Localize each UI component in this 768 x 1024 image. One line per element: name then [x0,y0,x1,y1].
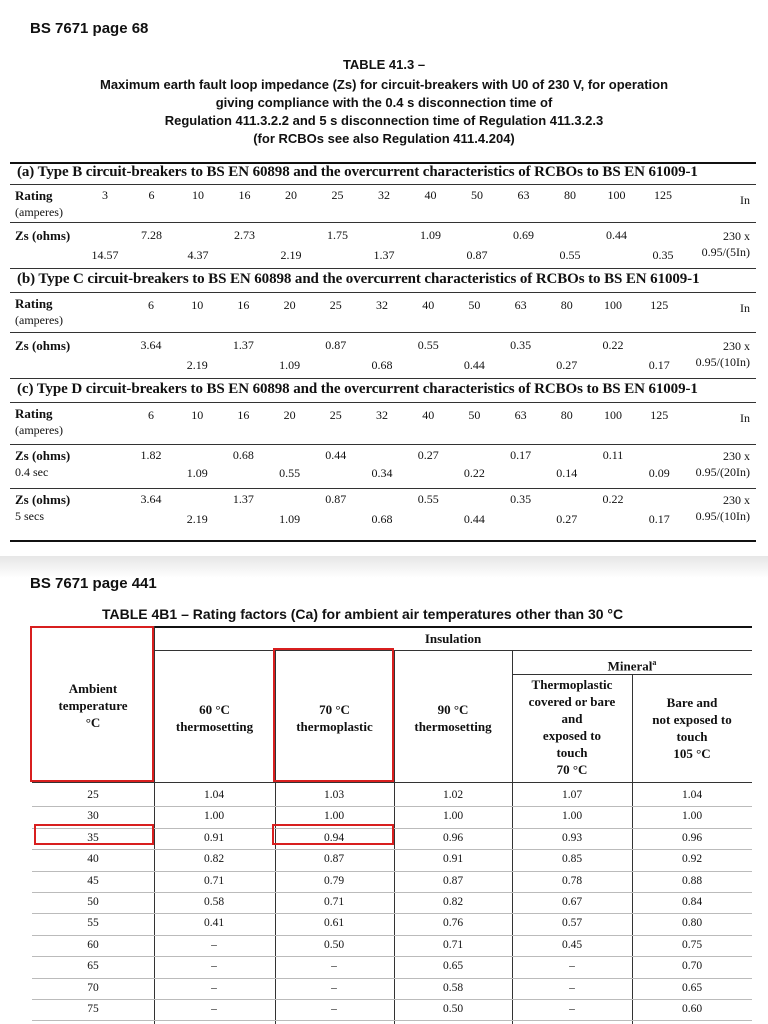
temperature-cell: 60 [87,938,99,951]
rating-cell: 32 [378,188,390,202]
rating-factor-cell: 0.65 [681,981,703,994]
rating-cell: 63 [517,188,530,202]
zs-cell: 4.37 [187,248,209,262]
rating-factor-cell: 0.88 [681,874,703,887]
rating-factor-cell: 1.04 [203,789,225,801]
zs-cell: 0.55 [559,248,581,262]
rating-cell: 10 [192,188,204,202]
rating-factor-cell: 1.00 [561,810,583,823]
rating-cell: 50 [471,188,483,202]
mineral-header: Mineral$^a$ [607,658,657,674]
zs-cell: 1.75 [327,228,348,242]
rating-cell: 3 [102,188,108,202]
table-41-3-caption-line-1: Maximum earth fault loop impedance (Zs) for circuit-breakers with U0 of 230 V, for operation [99,77,669,92]
header-mineral-thermoplastic-covered: Thermoplastic covered or bare and exposed to touch 70 °C [528,677,616,777]
rating-factor-cell: – [211,1003,217,1015]
rating-cell: 63 [514,298,527,312]
section-b-title: (b) Type C circuit-breakers to BS EN 60898 and the overcurrent characteristics of RCBOs to BS EN 61009-1 [17,271,700,287]
rating-factor-cell: – [211,981,217,994]
page-label-68: BS 7671 page 68 [30,20,149,37]
rating-factor-cell: 0.79 [323,874,345,887]
zs-cell: 3.64 [140,492,162,506]
rating-cell: 25 [331,188,344,202]
zs-cell: 0.34 [371,466,393,480]
table-4b1 [32,626,752,1024]
table-41-3 [10,162,756,542]
section-a-title: (a) Type B circuit-breakers to BS EN 60898 and the overcurrent characteristics of RCBOs to BS EN 61009-1 [17,164,698,180]
rating-factor-cell: 1.07 [561,789,583,801]
table-41-3-caption-line-3: Regulation 411.3.2.2 and 5 s disconnection time of Regulation 411.3.2.3 [164,113,604,128]
rating-cell: 25 [329,298,342,312]
rating-cell: 6 [148,408,154,422]
table-41-3-caption-line-4: (for RCBOs see also Regulation 411.4.204) [253,131,515,146]
zs-cell: 0.55 [417,492,439,506]
zs-cell: 2.73 [234,228,255,242]
section-c-rating-in: In [740,411,750,425]
zs-cell: 1.09 [279,512,301,526]
section-b-rating-in: In [740,301,750,315]
zs-cell: 0.17 [648,512,670,526]
zs-cell: 0.44 [325,448,347,462]
rating-factor-cell: – [331,981,337,994]
zs-cell: 0.11 [602,448,624,462]
zs-cell: 0.35 [510,492,532,506]
zs-cell: 0.87 [325,492,347,506]
rating-factor-cell: 0.67 [561,896,583,908]
rating-cell: 125 [654,188,672,202]
highlight-35c-row [34,824,154,845]
zs-cell: 1.09 [279,358,301,372]
rating-factor-cell: – [331,960,337,973]
zs-cell: 7.28 [141,228,162,242]
section-b-zs-label: Zs (ohms) [15,338,71,353]
highlight-ambient-header [30,626,154,782]
rating-cell: 6 [148,188,155,202]
zs-cell: 1.37 [232,338,254,352]
zs-cell: 0.22 [463,466,485,480]
rating-cell: 40 [422,408,435,422]
rating-factor-cell: 0.84 [681,896,703,908]
zs-cell: 0.55 [417,338,439,352]
rating-cell: 40 [422,298,435,312]
rating-factor-cell: 1.00 [442,810,464,823]
rating-cell: 20 [283,298,296,312]
zs-cell: 1.37 [232,492,254,506]
rating-factor-cell: – [211,960,217,973]
zs-cell: 2.19 [186,358,208,372]
rating-factor-cell: 0.87 [323,853,345,866]
zs-cell: 1.37 [373,248,395,262]
rating-cell: 50 [468,408,481,422]
zs-cell: 2.19 [280,248,302,262]
zs-cell: 0.17 [510,448,532,462]
section-a-zs-label: Zs (ohms) [15,228,71,243]
rating-factor-cell: 0.94 [323,831,345,844]
temperature-cell: 70 [87,981,99,994]
section-b-zs-formula: 230 x 0.95/(10In) [695,339,750,369]
temperature-cell: 25 [87,789,99,801]
temperature-cell: 65 [87,960,99,973]
rating-factor-cell: 1.03 [323,789,345,801]
rating-factor-cell: 1.00 [203,810,225,823]
zs-cell: 0.27 [556,512,578,526]
zs-cell: 2.19 [186,512,208,526]
rating-factor-cell: 0.85 [561,853,583,866]
temperature-cell: 55 [87,917,99,930]
rating-cell: 25 [329,408,342,422]
zs-cell: 0.22 [602,338,624,352]
zs-cell: 0.14 [556,466,578,480]
temperature-cell: 40 [87,853,99,866]
section-a-zs-formula: 230 x 0.95/(5In) [701,229,750,259]
zs-cell: 0.55 [279,466,301,480]
rating-factor-cell: 0.70 [681,960,703,973]
rating-cell: 10 [191,408,204,422]
rating-factor-cell: 0.78 [561,874,583,887]
table-41-3-caption-line-2: giving compliance with the 0.4 s disconnection time of [215,95,553,110]
rating-cell: 125 [650,298,669,312]
section-c-zs-5-label: Zs (ohms) 5 secs [15,492,71,523]
rating-factor-cell: 0.76 [442,917,464,930]
section-b-rating-label: Rating (amperes) [15,296,63,327]
rating-cell: 6 [148,298,154,312]
rating-cell: 50 [468,298,481,312]
temperature-cell: 35 [87,831,99,844]
zs-cell: 0.09 [648,466,670,480]
rating-factor-cell: 0.41 [203,917,225,930]
zs-cell: 14.57 [91,248,119,262]
rating-factor-cell: 0.50 [442,1003,464,1015]
rating-factor-cell: 0.61 [323,917,345,930]
zs-cell: 0.87 [325,338,347,352]
rating-factor-cell: 0.65 [442,960,464,973]
rating-factor-cell: 0.91 [442,853,464,866]
rating-factor-cell: – [211,938,217,951]
rating-factor-cell: 0.50 [323,938,345,951]
rating-factor-cell: 0.58 [203,896,225,908]
zs-cell: 1.09 [186,466,208,480]
highlight-70c-35c-value [272,824,394,845]
section-a-rating-label: Rating (amperes) [15,188,63,219]
section-c-zs-5-formula: 230 x 0.95/(10In) [695,493,750,523]
rating-factor-cell: 0.60 [681,1003,703,1015]
zs-cell: 0.44 [463,512,485,526]
temperature-cell: 50 [87,896,99,908]
header-60c-thermosetting: 60 °C thermosetting [175,702,254,734]
rating-cell: 32 [376,408,388,422]
zs-cell: 3.64 [140,338,162,352]
zs-cell: 0.44 [606,228,627,242]
rating-factor-cell: – [569,981,575,994]
rating-factor-cell: 0.96 [442,831,464,844]
rating-factor-cell: 0.57 [561,917,583,930]
header-ambient-temperature: Ambient temperature °C [58,681,128,730]
rating-cell: 100 [607,188,626,202]
header-90c-thermosetting: 90 °C thermosetting [414,702,492,734]
page-label-441: BS 7671 page 441 [30,575,157,592]
rating-factor-cell: 0.82 [203,853,225,866]
rating-factor-cell: 0.71 [442,938,464,951]
rating-factor-cell: 0.82 [442,896,464,908]
rating-factor-cell: 0.75 [681,938,703,951]
table-4b1-title: TABLE 4B1 – Rating factors (Ca) for ambient air temperatures other than 30 °C [102,606,624,622]
rating-factor-cell: 0.71 [323,896,345,908]
zs-cell: 0.87 [466,248,488,262]
rating-cell: 100 [604,298,622,312]
zs-cell: 0.35 [510,338,532,352]
zs-cell: 0.68 [371,358,393,372]
rating-factor-cell: 1.04 [681,789,703,801]
rating-cell: 16 [237,298,250,312]
zs-cell: 0.35 [652,248,674,262]
section-c-zs-04-label: Zs (ohms) 0.4 sec [15,448,71,479]
zs-cell: 1.09 [420,228,441,242]
temperature-cell: 30 [87,810,99,823]
zs-cell: 0.69 [513,228,534,242]
header-70c-thermoplastic: 70 °C thermoplastic [296,702,373,734]
highlight-70c-header [273,648,394,782]
rating-factor-cell: 0.92 [681,853,703,866]
section-a-rating-in: In [740,193,750,207]
rating-factor-cell: – [331,1003,337,1015]
rating-cell: 40 [424,188,437,202]
zs-cell: 1.82 [140,448,162,462]
zs-cell: 0.22 [602,492,624,506]
rating-cell: 80 [564,188,576,202]
rating-factor-cell: 0.45 [561,938,583,951]
rating-factor-cell: 1.02 [442,789,464,801]
header-mineral-bare: Bare and not exposed to touch 105 °C [652,695,732,761]
rating-cell: 16 [238,188,251,202]
rating-factor-cell: 0.80 [681,917,703,930]
section-c-rating-label: Rating (amperes) [15,406,63,437]
section-c-zs-04-formula: 230 x 0.95/(20In) [695,449,750,479]
rating-cell: 100 [604,408,622,422]
zs-cell: 0.27 [417,448,439,462]
rating-factor-cell: 0.96 [681,831,703,844]
zs-cell: 0.68 [232,448,254,462]
temperature-cell: 45 [87,874,99,887]
rating-factor-cell: 1.00 [323,810,345,823]
zs-cell: 0.17 [648,358,670,372]
zs-cell: 0.27 [556,358,578,372]
rating-factor-cell: 0.93 [561,831,583,844]
section-c-title: (c) Type D circuit-breakers to BS EN 60898 and the overcurrent characteristics of RCBOs to BS EN 61009-1 [17,381,698,397]
rating-factor-cell: – [569,1003,575,1015]
rating-cell: 63 [514,408,527,422]
rating-factor-cell: 0.91 [203,831,225,844]
rating-cell: 10 [191,298,204,312]
rating-cell: 20 [285,188,297,202]
rating-cell: 32 [376,298,388,312]
rating-cell: 20 [283,408,296,422]
rating-cell: 16 [237,408,250,422]
rating-cell: 80 [560,298,573,312]
zs-cell: 0.44 [463,358,485,372]
rating-factor-cell: – [569,960,575,973]
rating-factor-cell: 0.58 [442,981,464,994]
rating-factor-cell: 0.71 [203,874,225,887]
rating-factor-cell: 0.87 [442,874,464,887]
temperature-cell: 75 [87,1003,99,1015]
rating-cell: 80 [560,408,573,422]
rating-factor-cell: 1.00 [681,810,703,823]
rating-cell: 125 [650,408,669,422]
table-41-3-title: TABLE 41.3 – [342,57,426,72]
insulation-header: Insulation [424,631,482,646]
zs-cell: 0.68 [371,512,393,526]
